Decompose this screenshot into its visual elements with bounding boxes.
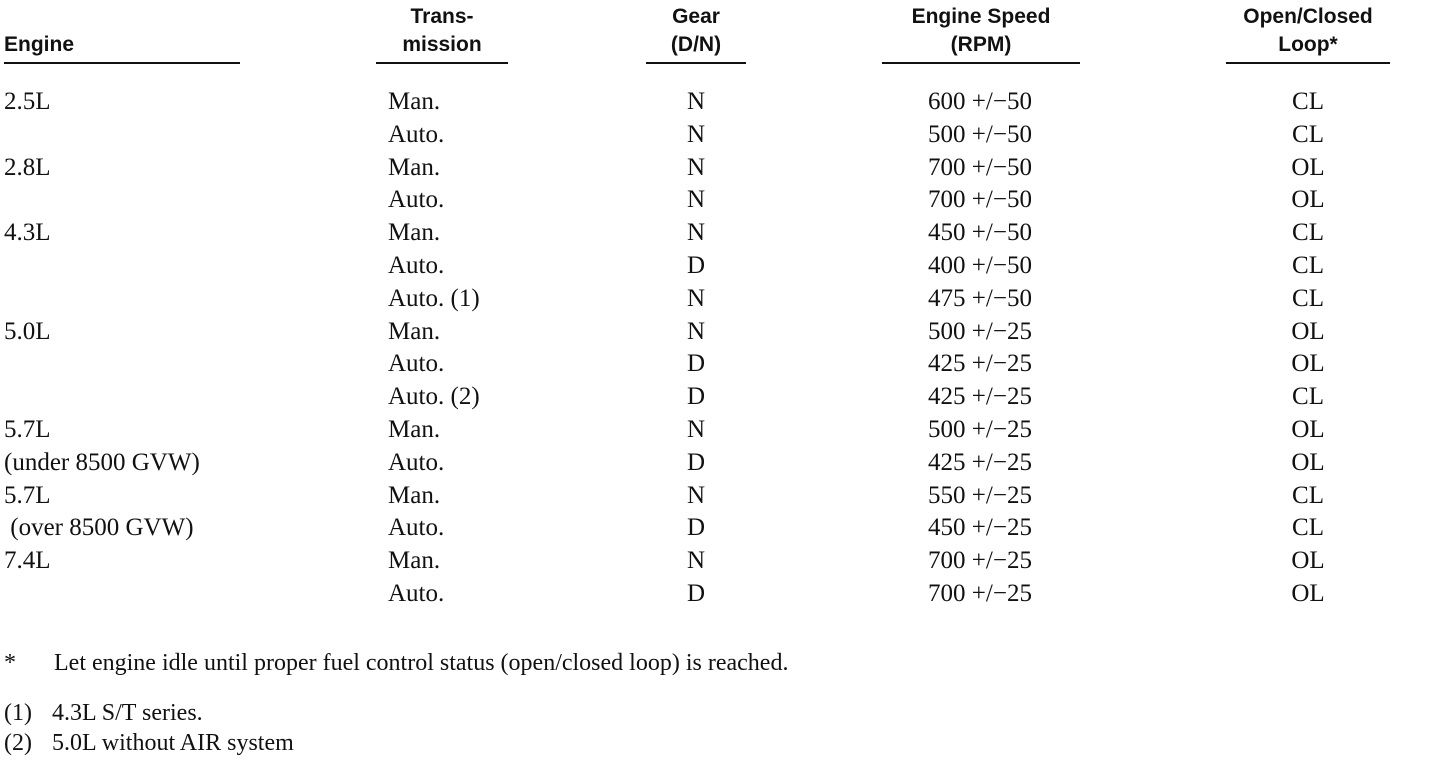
footnote-asterisk — [4, 648, 788, 678]
engine-cell: 2.5L — [4, 88, 51, 115]
gear-cell: N — [686, 547, 706, 575]
column-header-loop-line-2: Loop* — [1278, 33, 1338, 56]
loop-cell: OL — [1291, 186, 1325, 214]
transmission-cell: Man. — [388, 481, 441, 509]
gear-cell: N — [686, 219, 706, 247]
column-header-loop-underline — [1226, 62, 1390, 64]
engine-cell: 2.8L — [4, 153, 51, 181]
engine-speed-cell: 700 +/−25 — [928, 579, 1032, 607]
loop-cell: OL — [1291, 153, 1325, 181]
gear-cell: N — [686, 186, 706, 214]
engine-speed-cell: 700 +/−50 — [928, 153, 1032, 181]
gear-cell: N — [686, 88, 706, 115]
engine-speed-cell: 425 +/−25 — [928, 350, 1032, 378]
gear-cell: N — [686, 415, 706, 443]
engine-speed-cell: 475 +/−50 — [928, 284, 1032, 312]
engine-speed-cell: 425 +/−25 — [928, 383, 1032, 411]
engine-cell: 5.0L — [4, 317, 51, 345]
column-header-engine-speed-line-1: Engine Speed — [911, 5, 1051, 28]
engine-speed-cell: 600 +/−50 — [928, 88, 1032, 115]
table-row — [0, 447, 1440, 480]
column-header-engine-underline — [4, 62, 240, 64]
table-row — [0, 152, 1440, 185]
footnote-text: Let engine idle until proper fuel control status (open/closed loop) is reached. — [54, 650, 789, 676]
engine-speed-cell: 400 +/−50 — [928, 251, 1032, 279]
engine-speed-cell: 425 +/−25 — [928, 448, 1032, 476]
table-row — [0, 184, 1440, 217]
engine-speed-cell: 700 +/−25 — [928, 547, 1032, 575]
table-row — [0, 381, 1440, 414]
column-header-engine-line-2: Engine — [4, 33, 75, 56]
loop-cell: CL — [1292, 88, 1324, 115]
column-header-transmission-line-1: Trans- — [410, 5, 474, 28]
transmission-cell: Man. — [388, 153, 441, 181]
table-row — [0, 250, 1440, 283]
footnote-mark: (2) — [4, 730, 32, 756]
column-header-gear — [646, 0, 746, 64]
column-header-engine-speed-line-2: (RPM) — [950, 33, 1012, 56]
column-header-transmission-line-2: mission — [402, 33, 482, 56]
engine-speed-cell: 500 +/−50 — [928, 120, 1032, 148]
loop-cell: OL — [1291, 448, 1325, 476]
transmission-cell: Man. — [388, 415, 441, 443]
gear-cell: D — [686, 448, 706, 476]
engine-cell: (over 8500 GVW) — [4, 514, 194, 542]
table-row — [0, 545, 1440, 578]
loop-cell: OL — [1291, 350, 1325, 378]
column-header-loop-line-1: Open/Closed — [1243, 5, 1373, 28]
footnote-2 — [4, 728, 294, 758]
footnote-mark: (1) — [4, 700, 32, 726]
loop-cell: CL — [1292, 481, 1324, 509]
transmission-cell: Man. — [388, 547, 441, 575]
transmission-cell: Auto. (2) — [388, 383, 480, 411]
gear-cell: N — [686, 481, 706, 509]
transmission-cell: Man. — [388, 219, 441, 247]
column-header-loop — [1226, 0, 1390, 64]
engine-speed-cell: 450 +/−25 — [928, 514, 1032, 542]
loop-cell: CL — [1292, 120, 1324, 148]
column-header-gear-line-2: (D/N) — [670, 33, 722, 56]
engine-speed-cell: 450 +/−50 — [928, 219, 1032, 247]
transmission-cell: Man. — [388, 88, 441, 115]
gear-cell: N — [686, 153, 706, 181]
loop-cell: CL — [1292, 284, 1324, 312]
column-header-engine-speed-underline — [882, 62, 1080, 64]
transmission-cell: Auto. — [388, 579, 445, 607]
table-row — [0, 578, 1440, 611]
loop-cell: OL — [1291, 415, 1325, 443]
engine-speed-cell: 500 +/−25 — [928, 415, 1032, 443]
table-row — [0, 480, 1440, 513]
loop-cell: CL — [1292, 383, 1324, 411]
loop-cell: OL — [1291, 579, 1325, 607]
table-row — [0, 217, 1440, 250]
gear-cell: D — [686, 579, 706, 607]
table-row — [0, 283, 1440, 316]
loop-cell: OL — [1291, 317, 1325, 345]
loop-cell: CL — [1292, 219, 1324, 247]
engine-speed-cell: 500 +/−25 — [928, 317, 1032, 345]
engine-speed-cell: 550 +/−25 — [928, 481, 1032, 509]
column-header-gear-line-1: Gear — [672, 5, 720, 28]
loop-cell: OL — [1291, 547, 1325, 575]
gear-cell: N — [686, 284, 706, 312]
column-header-transmission — [376, 0, 508, 64]
loop-cell: CL — [1292, 251, 1324, 279]
table-row — [0, 316, 1440, 349]
transmission-cell: Auto. — [388, 350, 445, 378]
loop-cell: CL — [1292, 514, 1324, 542]
transmission-cell: Auto. — [388, 120, 445, 148]
gear-cell: N — [686, 120, 706, 148]
gear-cell: D — [686, 251, 706, 279]
engine-cell: 5.7L — [4, 481, 51, 509]
table-row — [0, 86, 1440, 119]
gear-cell: D — [686, 514, 706, 542]
table-row — [0, 512, 1440, 545]
footnote-1 — [4, 698, 203, 728]
engine-cell: 7.4L — [4, 547, 51, 575]
engine-cell: 4.3L — [4, 219, 51, 247]
table-row — [0, 348, 1440, 381]
transmission-cell: Man. — [388, 317, 441, 345]
gear-cell: D — [686, 350, 706, 378]
engine-cell: 5.7L — [4, 415, 51, 443]
column-header-gear-underline — [646, 62, 746, 64]
transmission-cell: Auto. — [388, 251, 445, 279]
spec-table-body — [0, 86, 1440, 611]
transmission-cell: Auto. — [388, 514, 445, 542]
table-row — [0, 119, 1440, 152]
engine-speed-cell: 700 +/−50 — [928, 186, 1032, 214]
transmission-cell: Auto. — [388, 186, 445, 214]
transmission-cell: Auto. — [388, 448, 445, 476]
engine-cell: (under 8500 GVW) — [4, 448, 200, 476]
table-row — [0, 414, 1440, 447]
footnote-mark: * — [4, 650, 16, 676]
gear-cell: D — [686, 383, 706, 411]
column-header-engine — [4, 0, 240, 64]
column-header-transmission-underline — [376, 62, 508, 64]
transmission-cell: Auto. (1) — [388, 284, 480, 312]
gear-cell: N — [686, 317, 706, 345]
footnote-text: 4.3L S/T series. — [52, 700, 203, 726]
footnote-text: 5.0L without AIR system — [52, 730, 294, 756]
column-header-engine-speed — [882, 0, 1080, 64]
